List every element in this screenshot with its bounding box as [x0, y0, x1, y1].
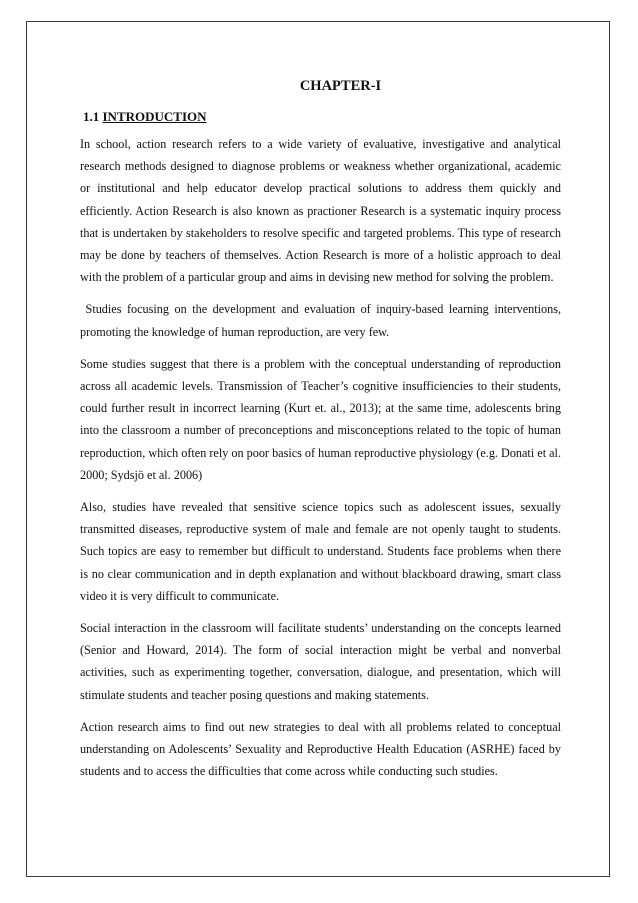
- section-number: 1.1: [83, 109, 100, 124]
- paragraph-3: Some studies suggest that there is a problem with the conceptual understanding of reproduction across all academic levels. Transmission of Teacher’s cognitive insufficiencies to their students, could further result in incorrect learning (Kurt et. al., 2013); at the same time, adolescents bring into the classroom a number of preconceptions and misconceptions related to the topic of human reproduction, which often rely on poor basics of human reproductive physiology (e.g. Donati et al. 2000; Sydsjö et al. 2006): [80, 356, 561, 482]
- paragraph-6: Action research aims to find out new strategies to deal with all problems related to conceptual understanding on Adolescents’ Sexuality and Reproductive Health Education (ASRHE) faced by students and to access the difficulties that come across while conducting such studies.: [80, 719, 561, 779]
- paragraph-4: Also, studies have revealed that sensitive science topics such as adolescent issues, sexually transmitted diseases, reproductive system of male and female are not openly taught to students. Such topics are easy to remember but difficult to understand. Students face problems when there is no clear communication and in depth explanation and without blackboard drawing, smart class video it is very difficult to communicate.: [80, 500, 561, 603]
- paragraph-1: In school, action research refers to a wide variety of evaluative, investigative and analytical research methods designed to diagnose problems or weakness whether organizational, academic or institutional and help educator develop practical solutions to address them quickly and efficiently. Action Research is also known as practioner Research is a systematic inquiry process that is undertaken by stakeholders to resolve specific and targeted problems. This type of research may be done by teachers of themselves. Action Research is more of a holistic approach to deal with the problem of a particular group and aims in devising new method for solving the problem.: [80, 137, 561, 285]
- paragraph-5: Social interaction in the classroom will facilitate students’ understanding on the concepts learned (Senior and Howard, 2014). The form of social interaction might be verbal and nonverbal activities, such as experimenting together, conversation, dialogue, and presentation, which will stimulate students and teacher posing questions and making statements.: [80, 621, 561, 702]
- section-title: INTRODUCTION: [102, 109, 207, 124]
- paragraph-2: Studies focusing on the development and evaluation of inquiry-based learning interventions, promoting the knowledge of human reproduction, are very few.: [80, 302, 565, 339]
- document-body: [80, 78, 565, 792]
- section-heading: [83, 109, 561, 125]
- chapter-title: CHAPTER-I: [299, 78, 382, 94]
